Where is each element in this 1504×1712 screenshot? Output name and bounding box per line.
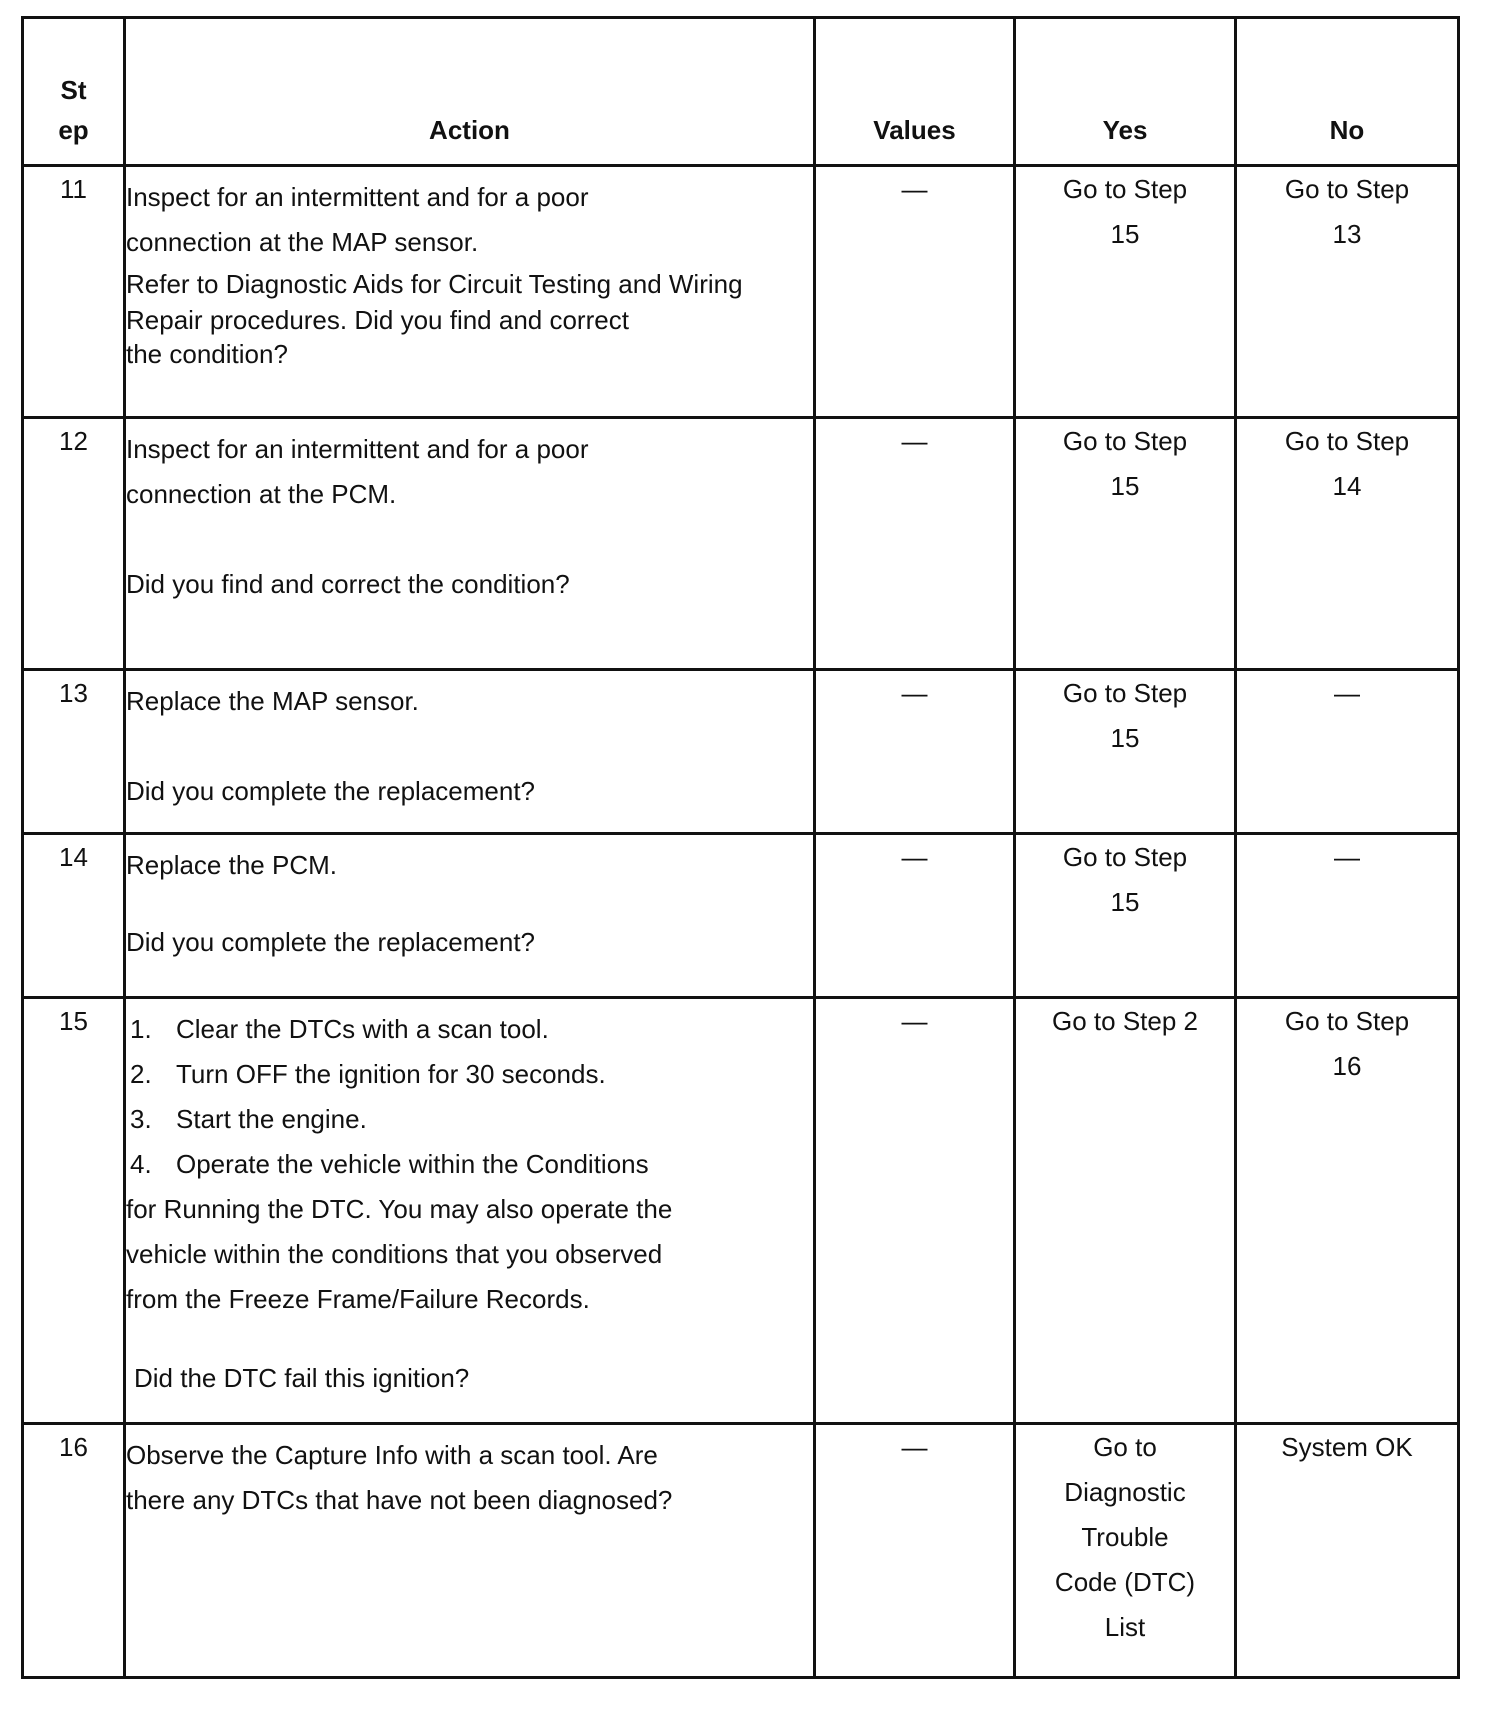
no-line: Go to Step — [1284, 426, 1410, 456]
header-values: Values — [815, 18, 1015, 166]
header-row — [23, 18, 1459, 166]
item-text: Operate the vehicle within the Conditions — [176, 1149, 649, 1179]
action-cell — [125, 418, 815, 670]
action-cell — [125, 834, 815, 998]
header-yes: Yes — [1015, 18, 1236, 166]
action-line: Did the DTC fail this ignition? — [134, 1363, 470, 1393]
yes-line: List — [1104, 1612, 1146, 1642]
header-action: Action — [125, 18, 815, 166]
yes-line: Go to Step — [1062, 678, 1188, 708]
numbered-item — [126, 1007, 813, 1052]
header-no: No — [1236, 18, 1459, 166]
action-line: from the Freeze Frame/Failure Records. — [126, 1284, 590, 1314]
values-cell: — — [815, 166, 1015, 418]
action-cell — [125, 998, 815, 1424]
yes-line: Go to Step — [1062, 842, 1188, 872]
yes-line: Go to Step 2 — [1052, 1006, 1198, 1036]
yes-cell — [1015, 166, 1236, 418]
step-number: 12 — [23, 418, 125, 670]
action-line: Replace the MAP sensor. — [126, 686, 419, 716]
numbered-item — [126, 1142, 813, 1187]
yes-line: Go to Step — [1062, 426, 1188, 456]
step-number: 16 — [23, 1424, 125, 1678]
action-line: Inspect for an intermittent and for a poor — [126, 434, 589, 464]
no-cell — [1236, 166, 1459, 418]
action-line: the condition? — [126, 339, 288, 369]
yes-line: 15 — [1110, 471, 1140, 501]
action-line: Did you complete the replacement? — [126, 927, 536, 957]
action-line: Repair procedures. Did you find and correct — [126, 305, 629, 335]
action-line: Inspect for an intermittent and for a poor — [126, 182, 589, 212]
header-step-line2: ep — [58, 115, 89, 145]
no-cell — [1236, 998, 1459, 1424]
no-line: Go to Step — [1284, 174, 1410, 204]
no-line: 16 — [1332, 1051, 1362, 1081]
action-line: connection at the PCM. — [126, 479, 397, 509]
table-row-step-12 — [23, 418, 1459, 670]
yes-line: 15 — [1110, 887, 1140, 917]
yes-line: Diagnostic — [1064, 1477, 1186, 1507]
action-line: connection at the MAP sensor. — [126, 227, 479, 257]
yes-line: Code (DTC) — [1054, 1567, 1196, 1597]
table-row-step-15 — [23, 998, 1459, 1424]
values-cell: — — [815, 670, 1015, 834]
step-number: 15 — [23, 998, 125, 1424]
item-number: 3. — [130, 1104, 152, 1134]
yes-line: Go to Step — [1062, 174, 1188, 204]
yes-line: 15 — [1110, 723, 1140, 753]
yes-cell — [1015, 998, 1236, 1424]
yes-line: Go to — [1093, 1432, 1157, 1462]
yes-line: Trouble — [1081, 1522, 1169, 1552]
action-line: Refer to Diagnostic Aids for Circuit Testing and Wiring — [126, 269, 743, 299]
table-row-step-16 — [23, 1424, 1459, 1678]
action-line: vehicle within the conditions that you observed — [126, 1239, 663, 1269]
yes-line: 15 — [1110, 219, 1140, 249]
item-text: Start the engine. — [176, 1104, 367, 1134]
action-line: for Running the DTC. You may also operate the — [126, 1194, 673, 1224]
step-number: 11 — [23, 166, 125, 418]
yes-cell — [1015, 418, 1236, 670]
no-cell — [1236, 1424, 1459, 1678]
header-step — [23, 18, 125, 166]
action-line: there any DTCs that have not been diagnosed? — [126, 1485, 673, 1515]
item-text: Turn OFF the ignition for 30 seconds. — [176, 1059, 606, 1089]
table-row-step-11 — [23, 166, 1459, 418]
numbered-item — [126, 1052, 813, 1097]
action-cell — [125, 1424, 815, 1678]
action-line: Replace the PCM. — [126, 850, 337, 880]
no-line: Go to Step — [1284, 1006, 1410, 1036]
no-line: System OK — [1281, 1432, 1413, 1462]
step-number: 14 — [23, 834, 125, 998]
no-cell: — — [1236, 834, 1459, 998]
values-cell: — — [815, 418, 1015, 670]
yes-cell — [1015, 834, 1236, 998]
item-text: Clear the DTCs with a scan tool. — [176, 1014, 549, 1044]
values-cell: — — [815, 1424, 1015, 1678]
values-cell: — — [815, 834, 1015, 998]
values-cell: — — [815, 998, 1015, 1424]
no-cell — [1236, 418, 1459, 670]
action-cell — [125, 670, 815, 834]
action-line: Did you find and correct the condition? — [126, 569, 570, 599]
yes-cell — [1015, 670, 1236, 834]
action-line: Did you complete the replacement? — [126, 776, 536, 806]
item-number: 2. — [130, 1059, 152, 1089]
no-cell: — — [1236, 670, 1459, 834]
yes-cell — [1015, 1424, 1236, 1678]
no-line: 13 — [1332, 219, 1362, 249]
no-line: 14 — [1332, 471, 1362, 501]
item-number: 4. — [130, 1149, 152, 1179]
diagnostic-table — [21, 16, 1460, 1679]
item-number: 1. — [130, 1014, 152, 1044]
numbered-item — [126, 1097, 813, 1142]
action-line: Observe the Capture Info with a scan tool. Are — [126, 1440, 658, 1470]
header-step-line1: St — [60, 75, 87, 105]
action-cell — [125, 166, 815, 418]
table-row-step-13 — [23, 670, 1459, 834]
table-row-step-14 — [23, 834, 1459, 998]
step-number: 13 — [23, 670, 125, 834]
